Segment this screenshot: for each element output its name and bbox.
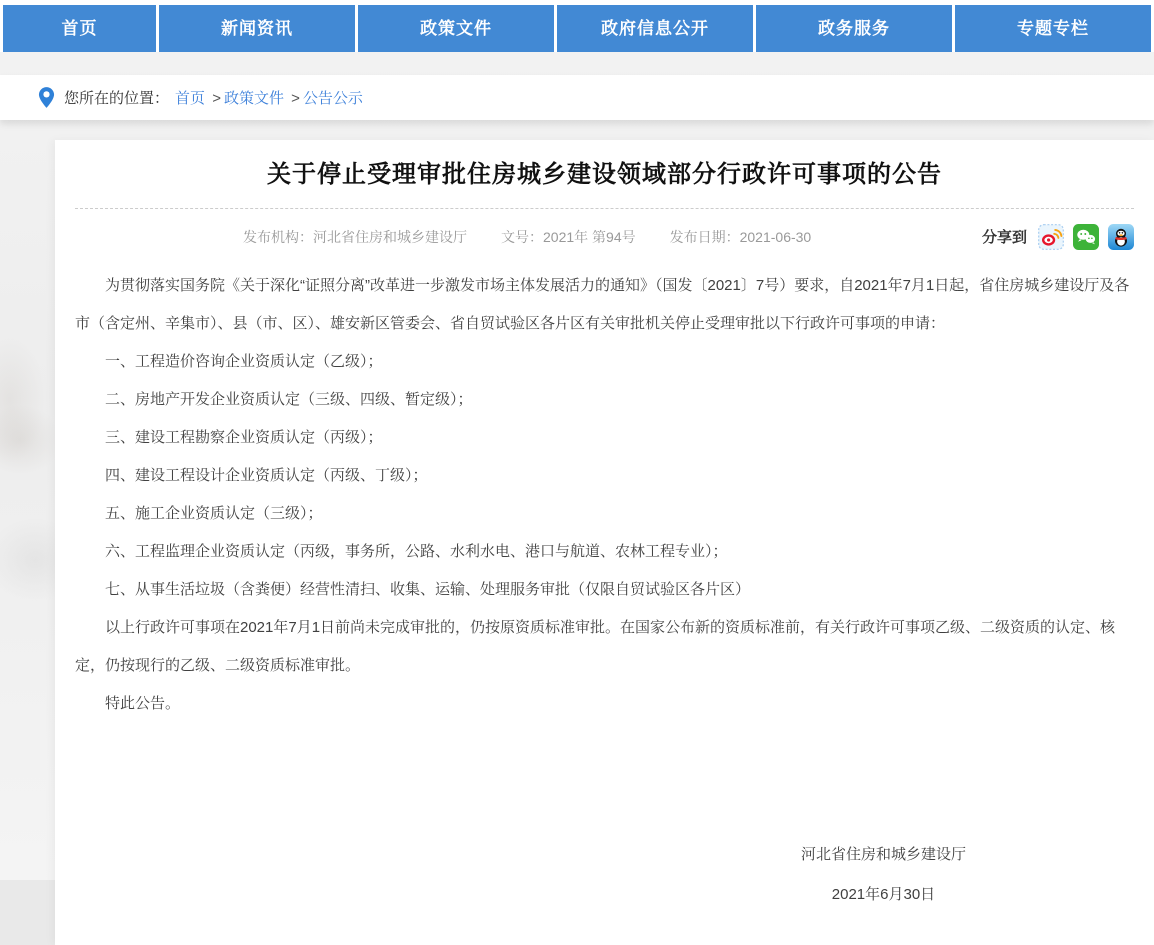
breadcrumb-link[interactable]: 政策文件 <box>223 90 284 107</box>
breadcrumb-label: 您所在的位置： <box>64 90 170 107</box>
breadcrumb-separator: > <box>291 90 300 107</box>
meta-publish-date: 发布日期：2021-06-30 <box>669 228 812 245</box>
paragraph: 六、工程监理企业资质认定（丙级，事务所，公路、水利水电、港口与航道、农林工程专业）； <box>105 543 728 560</box>
article-meta-row <box>75 209 1134 251</box>
nav-item[interactable]: 政务服务 <box>756 5 952 52</box>
breadcrumb-bar <box>0 75 1154 120</box>
qq-icon[interactable] <box>1108 224 1134 250</box>
nav-item[interactable]: 政策文件 <box>358 5 554 52</box>
main-nav <box>3 5 1151 52</box>
paragraph: 四、建设工程设计企业资质认定（丙级、丁级）； <box>105 467 428 484</box>
breadcrumb-separator: > <box>212 90 221 107</box>
top-nav-bar <box>0 0 1154 52</box>
paragraph: 七、从事生活垃圾（含粪便）经营性清扫、收集、运输、处理服务审批（仅限自贸试验区各片区） <box>105 581 751 598</box>
content-area <box>0 120 1154 945</box>
nav-item[interactable]: 专题专栏 <box>955 5 1151 52</box>
paragraph: 以上行政许可事项在2021年7月1日前尚未完成审批的，仍按原资质标准审批。在国家公布新的资质标准前，有关行政许可事项乙级、二级资质的认定、核定，仍按现行的乙级、二级资质标准审批。 <box>75 619 1116 674</box>
location-pin-icon <box>38 86 55 109</box>
signature-block <box>801 835 966 915</box>
nav-item[interactable]: 首页 <box>3 5 156 52</box>
nav-item[interactable]: 政府信息公开 <box>557 5 753 52</box>
paragraph: 二、房地产开发企业资质认定（三级、四级、暂定级）； <box>105 391 473 408</box>
breadcrumb <box>169 87 363 108</box>
signature-date: 2021年6月30日 <box>831 886 936 903</box>
wechat-icon[interactable] <box>1073 224 1099 250</box>
article-meta <box>243 227 811 247</box>
weibo-icon[interactable] <box>1038 224 1064 250</box>
meta-agency: 发布机构：河北省住房和城乡建设厅 <box>243 228 467 245</box>
breadcrumb-link[interactable]: 首页 <box>175 90 206 107</box>
meta-doc-number: 文号：2021年 第94号 <box>501 228 636 245</box>
breadcrumb-link[interactable]: 公告公示 <box>302 90 363 107</box>
article-card <box>55 140 1154 945</box>
share-bar <box>982 224 1134 250</box>
paragraph: 为贯彻落实国务院《关于深化“证照分离”改革进一步激发市场主体发展活力的通知》（国发〔2021〕7号）要求，自2021年7月1日起，省住房城乡建设厅及各市（含定州、辛集市）、县（市、区）、雄安新区管委会、省自贸试验区各片区有关审批机关停止受理审批以下行政许可事项的申请： <box>75 277 1130 332</box>
article-body <box>75 267 1134 723</box>
signature-agency: 河北省住房和城乡建设厅 <box>800 846 966 863</box>
nav-item[interactable]: 新闻资讯 <box>159 5 355 52</box>
paragraph: 特此公告。 <box>105 695 181 712</box>
page-title: 关于停止受理审批住房城乡建设领域部分行政许可事项的公告 <box>75 140 1134 209</box>
paragraph: 三、建设工程勘察企业资质认定（丙级）； <box>105 429 383 446</box>
share-label: 分享到 <box>981 229 1027 246</box>
paragraph: 五、施工企业资质认定（三级）； <box>105 505 323 522</box>
paragraph: 一、工程造价咨询企业资质认定（乙级）； <box>105 353 383 370</box>
